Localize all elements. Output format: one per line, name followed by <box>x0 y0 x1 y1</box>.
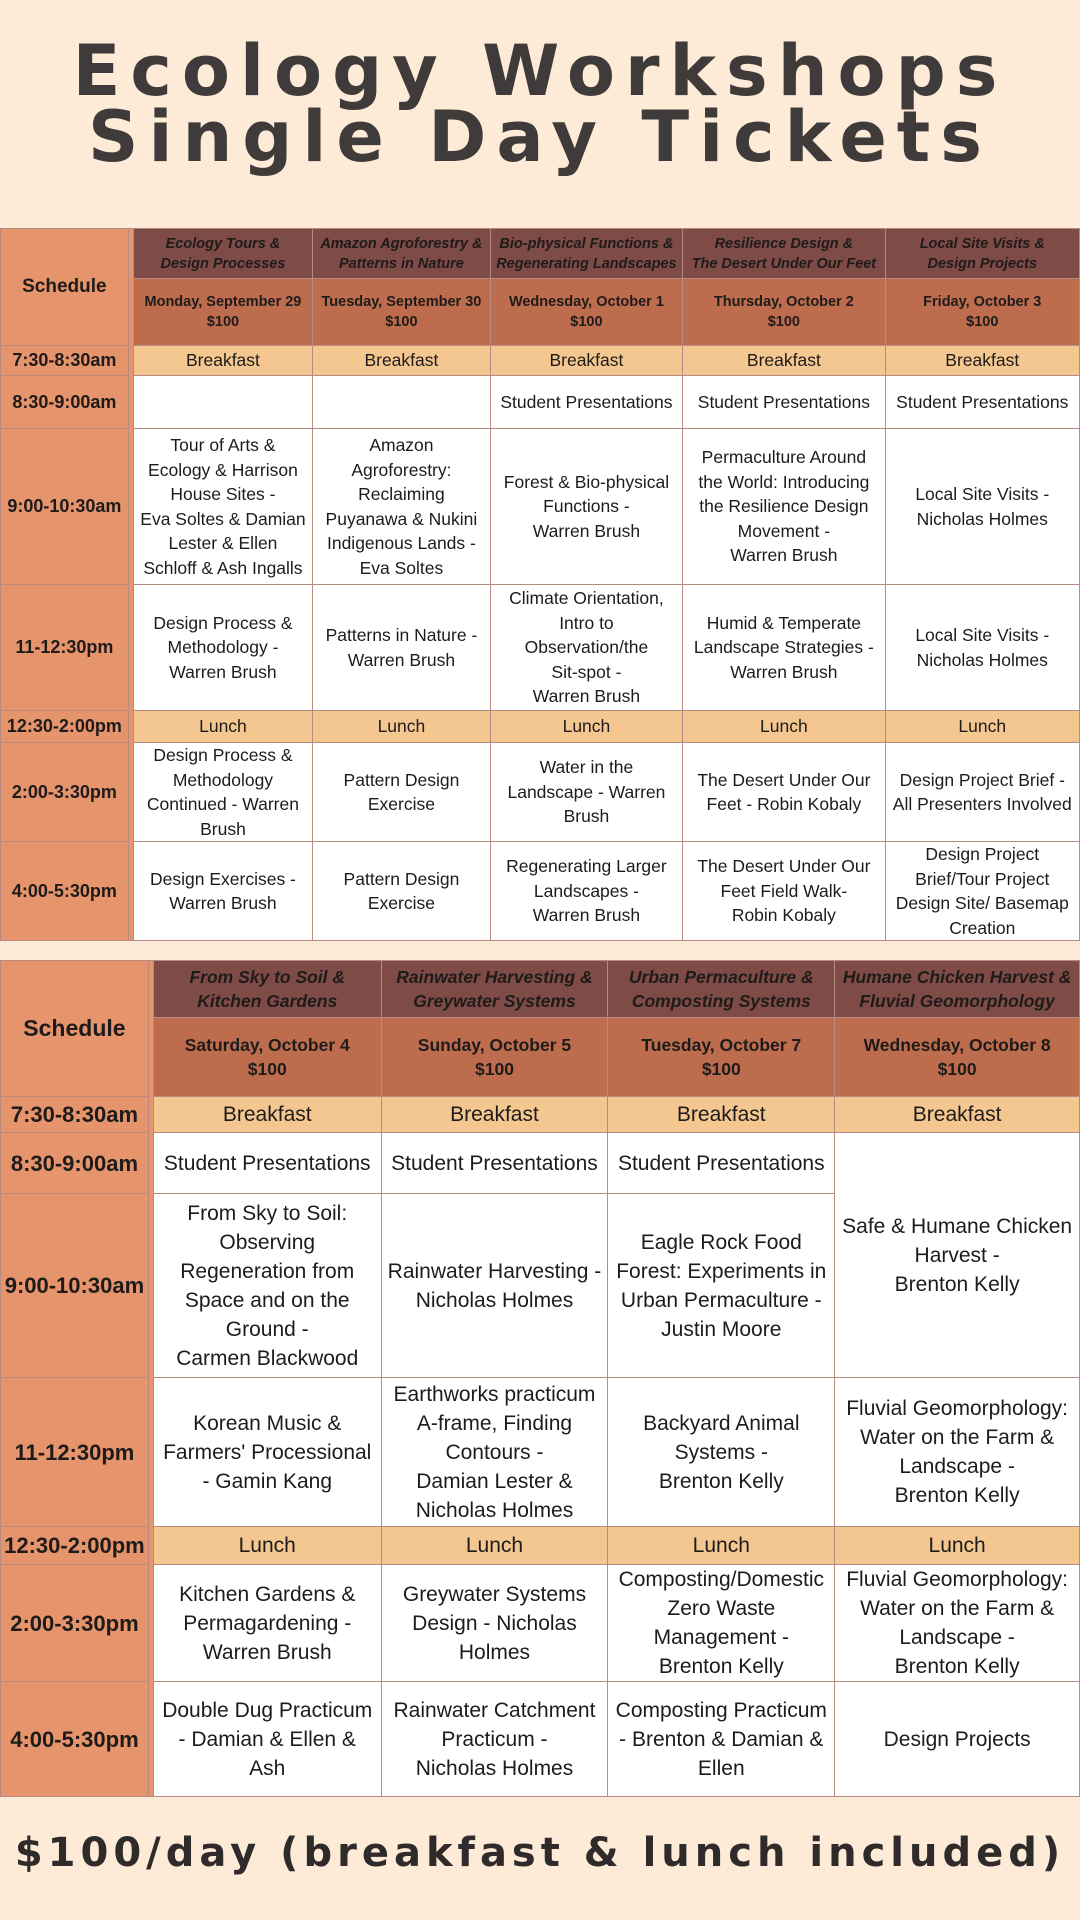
schedule-cell: Composting/Domestic Zero Waste Management - Brenton Kelly <box>608 1565 835 1682</box>
schedule-cell: The Desert Under Our Feet Field Walk- Robin Kobaly <box>683 842 885 941</box>
schedule-cell: Permaculture Around the World: Introducing the Resilience Design Movement - Warren Brush <box>683 429 885 585</box>
schedule-cell: From Sky to Soil: Observing Regeneration from Space and on the Ground - Carmen Blackwood <box>153 1194 381 1378</box>
schedule-cell: Lunch <box>608 1527 835 1565</box>
schedule-cell: Lunch <box>835 1527 1080 1565</box>
time-slot: 11-12:30pm <box>1 1378 149 1527</box>
schedule-cell: Breakfast <box>490 346 683 376</box>
day-date: Monday, September 29 $100 <box>133 279 312 346</box>
schedule-cell: Student Presentations <box>153 1133 381 1194</box>
day-topic: Amazon Agroforestry & Patterns in Nature <box>313 229 490 279</box>
schedule-cell: Climate Orientation, Intro to Observation/the Sit-spot - Warren Brush <box>490 585 683 711</box>
day-date: Tuesday, September 30 $100 <box>313 279 490 346</box>
schedule-cell: Kitchen Gardens & Permagardening - Warren Brush <box>153 1565 381 1682</box>
day-date: Thursday, October 2 $100 <box>683 279 885 346</box>
schedule-cell: Student Presentations <box>683 376 885 429</box>
schedule-cell: Lunch <box>133 711 312 743</box>
schedule-cell: Local Site Visits - Nicholas Holmes <box>885 585 1079 711</box>
schedule-label: Schedule <box>1 961 149 1097</box>
schedule-cell: Rainwater Harvesting - Nicholas Holmes <box>381 1194 608 1378</box>
schedule-table-week-2 <box>0 960 1080 1797</box>
day-date: Tuesday, October 7 $100 <box>608 1018 835 1097</box>
schedule-cell: Backyard Animal Systems - Brenton Kelly <box>608 1378 835 1527</box>
page-title <box>0 30 1080 178</box>
schedule-cell-chicken-harvest: Safe & Humane Chicken Harvest - Brenton Kelly <box>835 1133 1080 1378</box>
schedule-label: Schedule <box>1 229 129 346</box>
schedule-cell: Fluvial Geomorphology: Water on the Farm & Landscape - Brenton Kelly <box>835 1565 1080 1682</box>
time-slot: 8:30-9:00am <box>1 376 129 429</box>
schedule-cell: Lunch <box>381 1527 608 1565</box>
day-date: Saturday, October 4 $100 <box>153 1018 381 1097</box>
schedule-cell: Student Presentations <box>608 1133 835 1194</box>
price-footer: $100/day (breakfast & lunch included) <box>14 1830 1066 1876</box>
title-line-2: Single Day Tickets <box>88 96 992 178</box>
day-topic: Bio-physical Functions & Regenerating Landscapes <box>490 229 683 279</box>
schedule-cell: Rainwater Catchment Practicum - Nicholas Holmes <box>381 1682 608 1797</box>
schedule-cell: Earthworks practicum A-frame, Finding Contours - Damian Lester & Nicholas Holmes <box>381 1378 608 1527</box>
day-date: Wednesday, October 8 $100 <box>835 1018 1080 1097</box>
schedule-cell <box>313 376 490 429</box>
schedule-cell: Student Presentations <box>490 376 683 429</box>
schedule-table-week-1 <box>0 228 1080 941</box>
schedule-cell: Breakfast <box>885 346 1079 376</box>
schedule-cell: Breakfast <box>133 346 312 376</box>
schedule-cell: Patterns in Nature - Warren Brush <box>313 585 490 711</box>
schedule-cell: Eagle Rock Food Forest: Experiments in Urban Permaculture - Justin Moore <box>608 1194 835 1378</box>
schedule-cell: Design Projects <box>835 1682 1080 1797</box>
schedule-cell: Humid & Temperate Landscape Strategies - Warren Brush <box>683 585 885 711</box>
time-slot: 2:00-3:30pm <box>1 1565 149 1682</box>
time-slot: 9:00-10:30am <box>1 429 129 585</box>
schedule-cell: Breakfast <box>835 1097 1080 1133</box>
day-topic: Rainwater Harvesting & Greywater Systems <box>381 961 608 1018</box>
schedule-cell: Local Site Visits - Nicholas Holmes <box>885 429 1079 585</box>
schedule-cell: Breakfast <box>683 346 885 376</box>
schedule-cell: Breakfast <box>381 1097 608 1133</box>
schedule-cell: Student Presentations <box>885 376 1079 429</box>
day-topic: Ecology Tours & Design Processes <box>133 229 312 279</box>
time-slot: 12:30-2:00pm <box>1 711 129 743</box>
schedule-cell: Design Exercises - Warren Brush <box>133 842 312 941</box>
time-slot: 12:30-2:00pm <box>1 1527 149 1565</box>
day-topic: Humane Chicken Harvest & Fluvial Geomorphology <box>835 961 1080 1018</box>
schedule-cell: Design Project Brief/Tour Project Design Site/ Basemap Creation <box>885 842 1079 941</box>
schedule-cell: Regenerating Larger Landscapes - Warren Brush <box>490 842 683 941</box>
time-slot: 9:00-10:30am <box>1 1194 149 1378</box>
schedule-cell: Lunch <box>683 711 885 743</box>
time-slot: 7:30-8:30am <box>1 1097 149 1133</box>
time-slot: 7:30-8:30am <box>1 346 129 376</box>
schedule-cell: Greywater Systems Design - Nicholas Holmes <box>381 1565 608 1682</box>
day-topic: Urban Permaculture & Composting Systems <box>608 961 835 1018</box>
schedule-cell: Amazon Agroforestry: Reclaiming Puyanawa & Nukini Indigenous Lands - Eva Soltes <box>313 429 490 585</box>
schedule-cell: Lunch <box>313 711 490 743</box>
time-slot: 4:00-5:30pm <box>1 842 129 941</box>
schedule-cell: Lunch <box>490 711 683 743</box>
day-date: Wednesday, October 1 $100 <box>490 279 683 346</box>
schedule-cell: Korean Music & Farmers' Processional - Gamin Kang <box>153 1378 381 1527</box>
day-topic: From Sky to Soil & Kitchen Gardens <box>153 961 381 1018</box>
day-topic: Resilience Design & The Desert Under Our Feet <box>683 229 885 279</box>
schedule-cell: Breakfast <box>608 1097 835 1133</box>
schedule-cell: Design Process & Methodology - Warren Brush <box>133 585 312 711</box>
schedule-cell: Fluvial Geomorphology: Water on the Farm & Landscape - Brenton Kelly <box>835 1378 1080 1527</box>
schedule-cell: Pattern Design Exercise <box>313 842 490 941</box>
time-slot: 8:30-9:00am <box>1 1133 149 1194</box>
time-slot: 2:00-3:30pm <box>1 743 129 842</box>
schedule-cell: Breakfast <box>313 346 490 376</box>
schedule-cell: Design Project Brief - All Presenters Involved <box>885 743 1079 842</box>
day-topic: Local Site Visits & Design Projects <box>885 229 1079 279</box>
day-date: Sunday, October 5 $100 <box>381 1018 608 1097</box>
schedule-cell <box>133 376 312 429</box>
time-slot: 4:00-5:30pm <box>1 1682 149 1797</box>
schedule-cell: Student Presentations <box>381 1133 608 1194</box>
schedule-cell: Lunch <box>885 711 1079 743</box>
schedule-cell: Double Dug Practicum - Damian & Ellen & Ash <box>153 1682 381 1797</box>
title-line-1: Ecology Workshops <box>72 30 1008 112</box>
time-slot: 11-12:30pm <box>1 585 129 711</box>
schedule-cell: The Desert Under Our Feet - Robin Kobaly <box>683 743 885 842</box>
schedule-cell: Lunch <box>153 1527 381 1565</box>
schedule-cell: Design Process & Methodology Continued - Warren Brush <box>133 743 312 842</box>
schedule-cell: Water in the Landscape - Warren Brush <box>490 743 683 842</box>
schedule-cell: Forest & Bio-physical Functions - Warren Brush <box>490 429 683 585</box>
schedule-cell: Pattern Design Exercise <box>313 743 490 842</box>
schedule-cell: Composting Practicum - Brenton & Damian & Ellen <box>608 1682 835 1797</box>
schedule-cell: Tour of Arts & Ecology & Harrison House Sites - Eva Soltes & Damian Lester & Ellen Schloff & Ash Ingalls <box>133 429 312 585</box>
day-date: Friday, October 3 $100 <box>885 279 1079 346</box>
schedule-cell: Breakfast <box>153 1097 381 1133</box>
